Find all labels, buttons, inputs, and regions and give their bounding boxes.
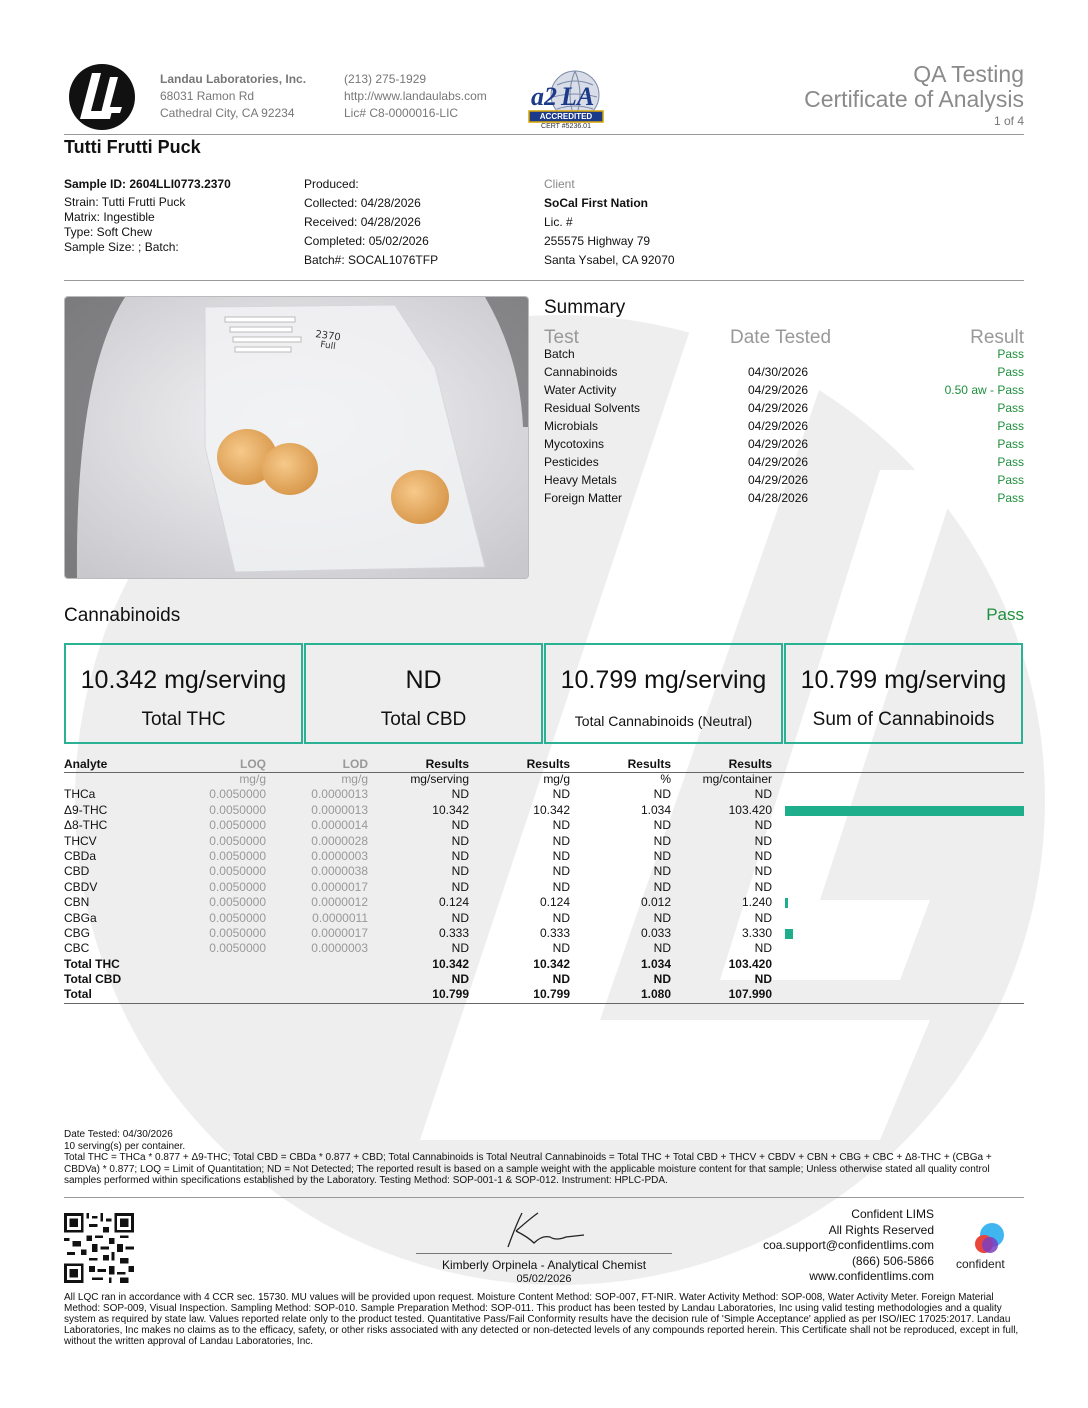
analyte-row	[64, 818, 1024, 833]
total-result-serving: 10.342	[432, 956, 469, 971]
notes-servings: 10 serving(s) per container.	[64, 1140, 186, 1152]
table-bottom-line	[64, 1003, 1024, 1004]
analyte-name: Δ8-THC	[64, 818, 108, 833]
unit-lod: mg/g	[341, 772, 368, 786]
header-results-pct: Results	[627, 757, 671, 771]
summary-date: 04/28/2026	[748, 491, 809, 505]
analyte-row	[64, 849, 1024, 864]
analyte-name: CBC	[64, 941, 90, 956]
cannabinoids-title: Cannabinoids	[64, 605, 181, 626]
analyte-lod: 0.0000038	[311, 864, 368, 879]
sample-id: Sample ID: 2604LLI0773.2370	[64, 177, 231, 191]
signed-date: 05/02/2026	[516, 1273, 572, 1285]
title-line2: Certificate of Analysis	[804, 86, 1024, 112]
analyte-lod: 0.0000028	[311, 833, 368, 848]
analyte-lod: 0.0000013	[311, 802, 368, 817]
landau-logo	[68, 63, 136, 131]
analyte-loq: 0.0050000	[209, 864, 266, 879]
header-analyte: Analyte	[64, 757, 108, 771]
client-info	[544, 175, 675, 270]
lims-rights: All Rights Reserved	[828, 1222, 934, 1237]
total-cbd-value: ND	[405, 666, 442, 694]
analyte-loq: 0.0050000	[209, 879, 266, 894]
lab-info	[160, 71, 306, 122]
analyte-lod: 0.0000014	[311, 818, 368, 833]
total-name: Total	[64, 987, 92, 1002]
total-result-g: ND	[552, 972, 570, 987]
summary-test: Water Activity	[544, 383, 617, 397]
footer-divider	[64, 1197, 1024, 1198]
analyte-result-container: 1.240	[741, 895, 772, 910]
analyte-result-container: ND	[754, 864, 772, 879]
analyte-name: Δ9-THC	[64, 802, 108, 817]
summary-date: 04/29/2026	[748, 401, 809, 415]
summary-row	[544, 417, 1024, 435]
signature-block	[416, 1205, 672, 1285]
date-info	[304, 175, 438, 270]
analyte-lod: 0.0000012	[311, 895, 368, 910]
analyte-name: CBN	[64, 895, 90, 910]
analyte-result-g: ND	[552, 818, 570, 833]
analyte-result-serving: ND	[451, 833, 469, 848]
analyte-loq: 0.0050000	[209, 787, 266, 802]
sample-strain: Strain: Tutti Frutti Puck	[64, 195, 186, 209]
analyte-result-container: ND	[754, 818, 772, 833]
disclaimer: All LQC ran in accordance with 4 CCR sec. 15730. MU values will be provided upon request. Moisture Content Method: SOP-007, FT-NIR. Water Activity Method: SOP-008, Water Activity Meter. Foreign Material Method: SOP-009, Visual Inspection. Sampling Method: SOP-010. Sample Preparation Method: SOP-011. This product has been tested by Landau Laboratories, Inc using valid testing methodologies and a quality system as required by state law. Values reported relate only to the product tested. Quantitative Pass/Fail Conformity results have the decision rule of 'Simple Acceptance' applied as per ISO/IEC 17025:2017. Landau Laboratories, Inc makes no claims as to the efficacy, safety, or other risks associated with any detected or non-detected levels of any compounds reported herein. This Certificate shall not be reproduced, except in full, without the written approval of Landau Laboratories, Inc.	[64, 1292, 1019, 1347]
analyte-bar	[785, 898, 788, 908]
analyte-result-serving: ND	[451, 941, 469, 956]
summary-test: Microbials	[544, 419, 599, 433]
cannabinoids-status: Pass	[986, 605, 1024, 624]
analyte-lod: 0.0000017	[311, 879, 368, 894]
analyte-result-pct: ND	[653, 879, 671, 894]
lab-contact	[344, 71, 487, 122]
summary-result: Pass	[997, 437, 1024, 451]
total-name: Total CBD	[64, 972, 122, 987]
lims-phone: (866) 506-5866	[851, 1253, 934, 1268]
client-address1: 255575 Highway 79	[544, 234, 651, 248]
analyte-name: CBG	[64, 925, 91, 940]
sum-cannabinoids-box	[784, 643, 1023, 744]
analyte-result-container: 103.420	[728, 802, 772, 817]
summary-row	[544, 453, 1024, 471]
summary-result: Pass	[997, 419, 1024, 433]
accredited-label: ACCREDITED	[539, 112, 593, 121]
info-divider	[64, 280, 1024, 281]
sample-size: Sample Size: ; Batch:	[64, 240, 179, 254]
summary-date: 04/29/2026	[748, 383, 809, 397]
analyte-lod: 0.0000017	[311, 925, 368, 940]
total-rows	[64, 957, 1024, 1004]
lab-address1: 68031 Ramon Rd	[160, 89, 255, 103]
summary-test: Pesticides	[544, 455, 599, 469]
svg-text:a2: a2	[531, 82, 557, 111]
analyte-row	[64, 803, 1024, 818]
analyte-result-g: 10.342	[533, 802, 570, 817]
a2la-accreditation-badge	[527, 67, 605, 133]
notes-definitions: Total THC = THCa * 0.877 + Δ9-THC; Total CBD = CBDa * 0.877 + CBD; Total Cannabinoids is Total Neutral Cannabinoids = Total THC + Total CBD + THCV + CBDV + CBN + CBG + CBC + Δ8-THC + (CBGa + CBDVa) * 0.877; LOQ = Limit of Quantitation; ND = Not Detected; The reported result is based on a sample weight with the applicable moisture content for that sample; Unless otherwise stated all quality control samples performed within specifications established by the Laboratory. Testing Method: SOP-001-1 & SOP-012. Instrument: HPLC-PDA.	[64, 1152, 992, 1186]
signature-line	[416, 1253, 672, 1254]
summary-result: Pass	[997, 347, 1024, 361]
analyte-name: CBDV	[64, 879, 98, 894]
summary-row	[544, 345, 1024, 363]
client-address2: Santa Ysabel, CA 92070	[544, 253, 675, 267]
analyte-result-g: 0.124	[539, 895, 570, 910]
analyte-result-g: ND	[552, 787, 570, 802]
summary-row	[544, 489, 1024, 507]
total-cannabinoids-label: Total Cannabinoids (Neutral)	[574, 713, 753, 729]
sum-cannabinoids-value: 10.799 mg/serving	[800, 666, 1007, 694]
analyte-result-g: ND	[552, 864, 570, 879]
analyte-result-container: ND	[754, 910, 772, 925]
analyte-name: THCa	[64, 787, 96, 802]
summary-result: Pass	[997, 473, 1024, 487]
analyte-result-pct: 0.012	[640, 895, 671, 910]
analyte-result-container: ND	[754, 787, 772, 802]
summary-col-test: Test	[544, 327, 579, 348]
header-lod: LOD	[342, 757, 368, 771]
analyte-result-pct: ND	[653, 787, 671, 802]
produced: Produced:	[304, 177, 359, 191]
total-row	[64, 957, 1024, 972]
analyte-row	[64, 834, 1024, 849]
analyte-row	[64, 787, 1024, 802]
svg-text:LA: LA	[561, 82, 595, 111]
accreditation-cert: CERT #5236.01	[541, 123, 591, 130]
analyte-table	[64, 756, 1024, 1004]
total-result-g: 10.799	[533, 987, 570, 1002]
qr-code-icon[interactable]	[64, 1213, 134, 1283]
analyte-name: THCV	[64, 833, 97, 848]
summary-table	[544, 345, 1024, 507]
completed: Completed: 05/02/2026	[304, 234, 429, 248]
analyte-row	[64, 895, 1024, 910]
sample-type: Type: Soft Chew	[64, 225, 153, 239]
summary-test: Batch	[544, 347, 575, 361]
analyte-name: CBD	[64, 864, 90, 879]
analyte-result-pct: 0.033	[640, 925, 671, 940]
summary-col-date: Date Tested	[730, 327, 832, 348]
analyte-result-serving: 0.333	[438, 925, 469, 940]
analyte-result-serving: ND	[451, 864, 469, 879]
analyte-result-container: ND	[754, 833, 772, 848]
header-loq: LOQ	[240, 757, 266, 771]
product-name: Tutti Frutti Puck	[64, 137, 201, 157]
total-result-serving: ND	[451, 972, 469, 987]
confident-logo-icon	[962, 1222, 1024, 1258]
total-cbd-label: Total CBD	[380, 709, 467, 730]
analyte-result-serving: ND	[451, 848, 469, 863]
analyte-loq: 0.0050000	[209, 895, 266, 910]
signature-image	[416, 1207, 672, 1251]
client-name: SoCal First Nation	[544, 196, 649, 210]
lims-website[interactable]: www.confidentlims.com	[809, 1269, 934, 1283]
analyte-loq: 0.0050000	[209, 941, 266, 956]
unit-container: mg/container	[702, 772, 772, 786]
unit-g: mg/g	[543, 772, 570, 786]
summary-date: 04/29/2026	[748, 437, 809, 451]
batch-number: Batch#: SOCAL1076TFP	[304, 253, 439, 267]
analyte-result-pct: ND	[653, 848, 671, 863]
total-result-serving: 10.799	[432, 987, 469, 1002]
svg-text:Full: Full	[319, 340, 337, 353]
header-results-g: Results	[526, 757, 570, 771]
analyte-row	[64, 864, 1024, 879]
analyte-result-g: ND	[552, 941, 570, 956]
analyte-loq: 0.0050000	[209, 848, 266, 863]
summary-date: 04/29/2026	[748, 455, 809, 469]
analyte-result-pct: 1.034	[640, 802, 671, 817]
total-thc-box	[64, 643, 303, 744]
lims-name: Confident LIMS	[851, 1207, 934, 1221]
total-cannabinoids-value: 10.799 mg/serving	[560, 666, 767, 694]
total-result-container: 103.420	[728, 956, 772, 971]
notes-date-tested: Date Tested: 04/30/2026	[64, 1129, 173, 1140]
total-row	[64, 972, 1024, 987]
summary-result: Pass	[997, 491, 1024, 505]
analyte-loq: 0.0050000	[209, 802, 266, 817]
sample-matrix: Matrix: Ingestible	[64, 210, 155, 224]
analyte-result-serving: ND	[451, 787, 469, 802]
sum-cannabinoids-label: Sum of Cannabinoids	[812, 709, 995, 730]
summary-title: Summary	[544, 297, 626, 318]
analyte-name: CBGa	[64, 910, 97, 925]
analyte-lod: 0.0000003	[311, 848, 368, 863]
total-result-g: 10.342	[533, 956, 570, 971]
analyte-result-pct: ND	[653, 941, 671, 956]
analyte-result-container: ND	[754, 879, 772, 894]
total-result-pct: ND	[653, 972, 671, 987]
total-result-container: ND	[754, 972, 772, 987]
analyte-result-container: ND	[754, 848, 772, 863]
client-license: Lic. #	[544, 215, 573, 229]
received: Received: 04/28/2026	[304, 215, 421, 229]
summary-test: Foreign Matter	[544, 491, 623, 505]
summary-date: 04/30/2026	[748, 365, 809, 379]
client-label: Client	[544, 177, 575, 191]
total-result-pct: 1.034	[640, 956, 671, 971]
total-thc-label: Total THC	[141, 709, 226, 730]
analyte-row	[64, 926, 1024, 941]
analyte-result-pct: ND	[653, 864, 671, 879]
analyte-loq: 0.0050000	[209, 833, 266, 848]
confident-logo-word: confident	[956, 1257, 1005, 1271]
analyte-result-container: ND	[754, 941, 772, 956]
page-number: 1 of 4	[993, 114, 1024, 128]
analyte-result-serving: 0.124	[438, 895, 469, 910]
total-cannabinoids-box	[544, 643, 783, 744]
lab-name: Landau Laboratories, Inc.	[160, 72, 307, 86]
analyte-lod: 0.0000011	[312, 910, 368, 925]
product-photo-image	[65, 297, 528, 578]
analyte-row	[64, 880, 1024, 895]
summary-row	[544, 471, 1024, 489]
lab-phone: (213) 275-1929	[344, 72, 427, 86]
analyte-result-g: ND	[552, 910, 570, 925]
collected: Collected: 04/28/2026	[304, 196, 421, 210]
header-divider	[64, 134, 1024, 135]
table-header	[64, 756, 1024, 772]
lab-address2: Cathedral City, CA 92234	[160, 106, 295, 120]
analyte-row	[64, 911, 1024, 926]
analyte-row	[64, 941, 1024, 956]
analyte-result-serving: ND	[451, 910, 469, 925]
analyte-result-g: 0.333	[539, 925, 570, 940]
analyte-result-container: 3.330	[741, 925, 772, 940]
analyte-result-pct: ND	[653, 818, 671, 833]
header-results-serving: Results	[425, 757, 469, 771]
total-row	[64, 987, 1024, 1002]
summary-row	[544, 399, 1024, 417]
analyte-name: CBDa	[64, 848, 97, 863]
unit-pct: %	[660, 772, 671, 786]
analyte-result-serving: ND	[451, 879, 469, 894]
analyte-result-pct: ND	[653, 833, 671, 848]
summary-result: 0.50 aw - Pass	[944, 383, 1024, 397]
analyte-loq: 0.0050000	[209, 910, 266, 925]
report-title	[804, 62, 1024, 128]
summary-result: Pass	[997, 365, 1024, 379]
summary-row	[544, 381, 1024, 399]
analyte-result-g: ND	[552, 848, 570, 863]
lab-license: Lic# C8-0000016-LIC	[344, 106, 459, 120]
summary-test: Cannabinoids	[544, 365, 618, 379]
summary-col-result: Result	[970, 327, 1024, 348]
unit-serving: mg/serving	[410, 772, 469, 786]
lab-website[interactable]: http://www.landaulabs.com	[344, 89, 487, 103]
analyte-result-serving: ND	[451, 818, 469, 833]
units-row	[64, 772, 1024, 787]
analyte-rows	[64, 787, 1024, 956]
summary-date: 04/29/2026	[748, 473, 809, 487]
lims-email[interactable]: coa.support@confidentlims.com	[763, 1238, 934, 1252]
summary-date: 04/29/2026	[748, 419, 809, 433]
analyte-bar	[785, 806, 1024, 816]
summary-result: Pass	[997, 455, 1024, 469]
unit-loq: mg/g	[239, 772, 266, 786]
analyte-result-pct: ND	[653, 910, 671, 925]
analyte-result-g: ND	[552, 879, 570, 894]
summary-row	[544, 363, 1024, 381]
analyte-result-serving: 10.342	[432, 802, 469, 817]
header-results-container: Results	[728, 757, 772, 771]
confident-logo	[956, 1222, 1024, 1272]
analyte-lod: 0.0000013	[311, 787, 368, 802]
analyte-lod: 0.0000003	[311, 941, 368, 956]
title-line1: QA Testing	[913, 61, 1024, 87]
svg-text:2370: 2370	[314, 329, 342, 344]
sample-photo	[64, 296, 529, 579]
analyte-bar	[785, 929, 793, 939]
total-cbd-box	[304, 643, 543, 744]
notes	[64, 1129, 1024, 1187]
summary-test: Residual Solvents	[544, 401, 641, 415]
summary-test: Heavy Metals	[544, 473, 617, 487]
analyte-result-g: ND	[552, 833, 570, 848]
summary-test: Mycotoxins	[544, 437, 605, 451]
total-result-pct: 1.080	[640, 987, 671, 1002]
total-thc-value: 10.342 mg/serving	[80, 666, 287, 694]
summary-row	[544, 435, 1024, 453]
total-result-container: 107.990	[728, 987, 772, 1002]
total-name: Total THC	[64, 956, 120, 971]
analyte-loq: 0.0050000	[209, 818, 266, 833]
sample-info	[64, 175, 231, 255]
analyte-loq: 0.0050000	[209, 925, 266, 940]
signer-name: Kimberly Orpinela - Analytical Chemist	[441, 1258, 647, 1272]
lims-info	[763, 1207, 934, 1285]
summary-result: Pass	[997, 401, 1024, 415]
